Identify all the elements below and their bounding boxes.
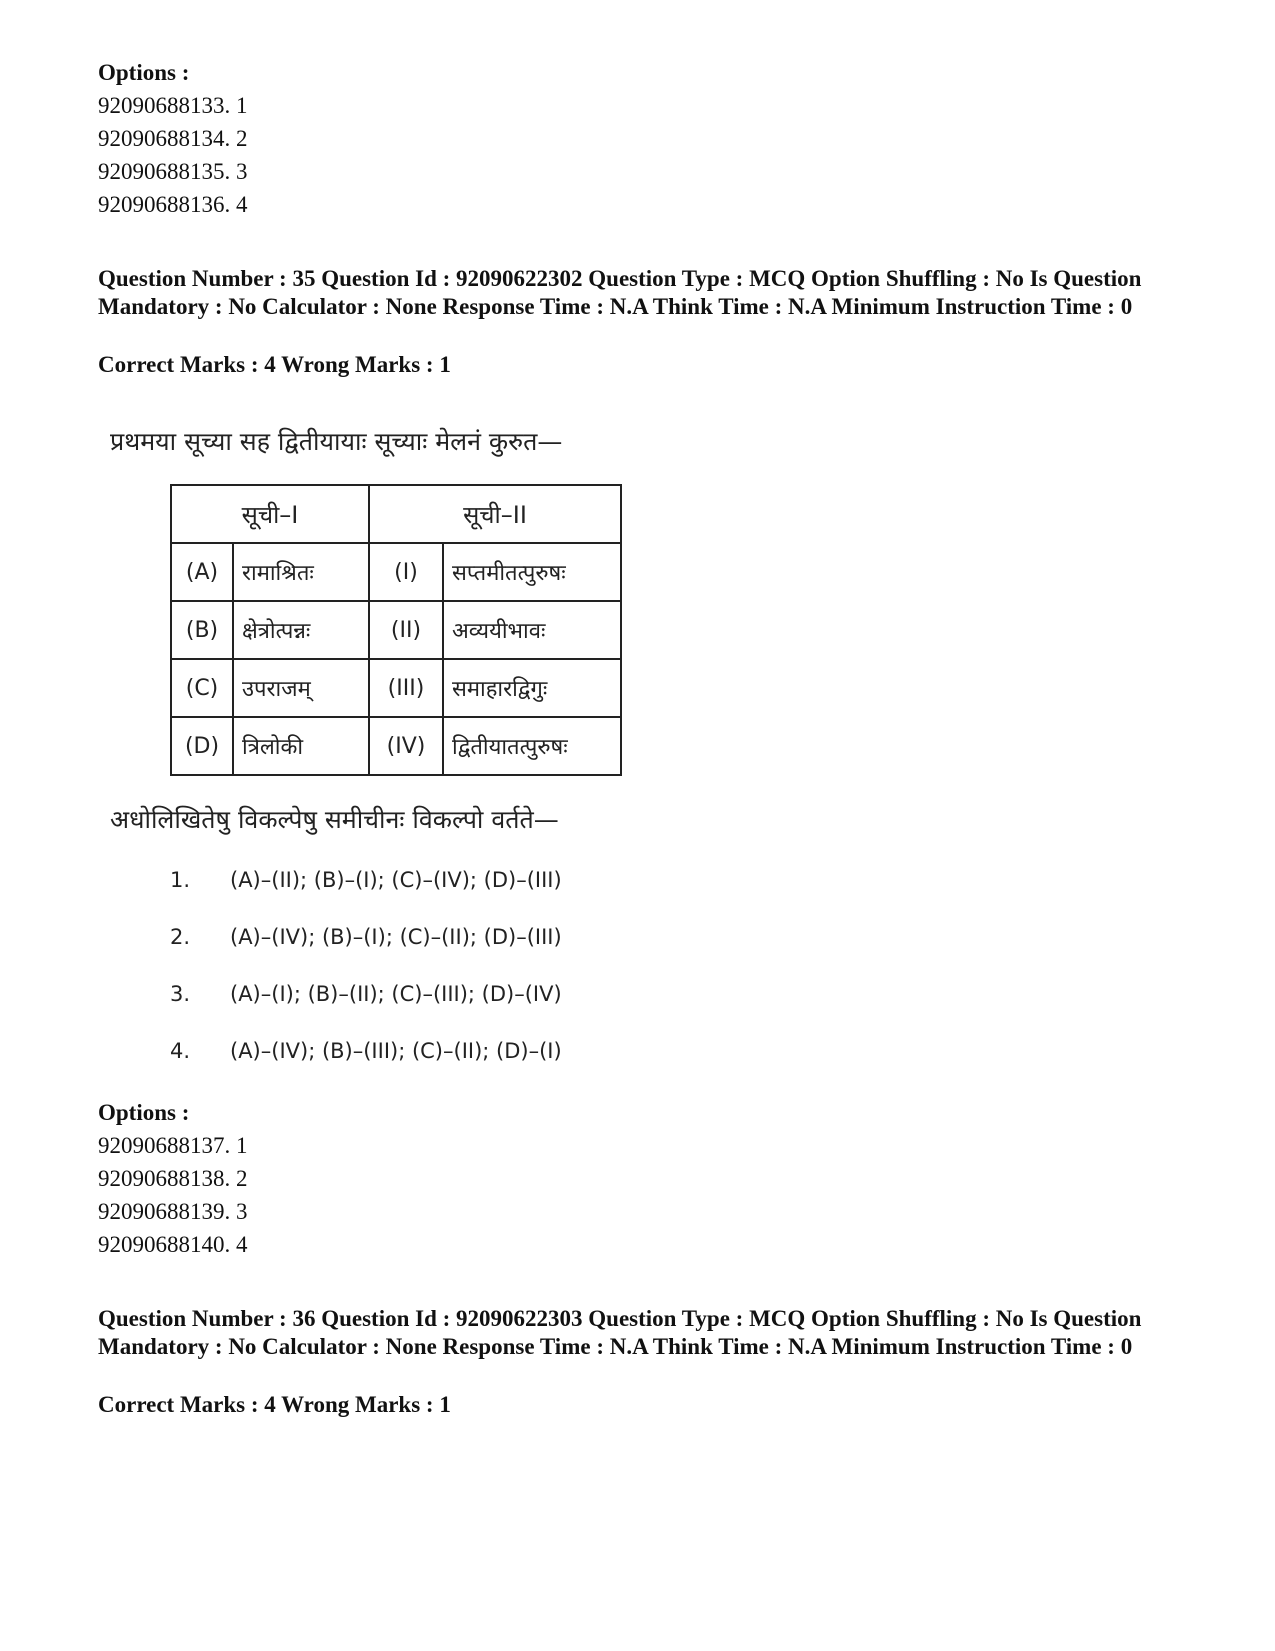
row-letter: (B) [171,601,233,659]
choice-number: 2. [170,925,191,949]
table-row [171,543,621,601]
row-term: उपराजम् [233,659,369,717]
row-compound: द्वितीयातत्पुरुषः [443,717,621,775]
choice-text: (A)–(I); (B)–(II); (C)–(III); (D)–(IV) [230,982,562,1006]
option-item: 92090688138. 2 [98,1166,248,1191]
choice-text: (A)–(II); (B)–(I); (C)–(IV); (D)–(III) [230,868,562,892]
row-letter: (C) [171,659,233,717]
row-term: रामाश्रितः [233,543,369,601]
answer-choice [170,868,562,892]
row-letter: (D) [171,717,233,775]
row-letter: (A) [171,543,233,601]
option-item: 92090688137. 1 [98,1133,248,1158]
answer-choice [170,982,562,1006]
option-item: 92090688134. 2 [98,126,248,151]
row-roman: (II) [369,601,443,659]
option-item: 92090688136. 4 [98,192,248,217]
answer-choice [170,925,562,949]
question-instruction: अधोलिखितेषु विकल्पेषु समीचीनः विकल्पो वर्तते— [110,805,559,834]
option-item: 92090688135. 3 [98,159,248,184]
answer-choice [170,1039,562,1063]
question-prompt: प्रथमया सूच्या सह द्वितीयायाः सूच्याः मेलनं कुरुत— [110,427,563,456]
row-compound: समाहारद्विगुः [443,659,621,717]
option-item: 92090688133. 1 [98,93,248,118]
choice-text: (A)–(IV); (B)–(III); (C)–(II); (D)–(I) [230,1039,562,1063]
question-marks: Correct Marks : 4 Wrong Marks : 1 [98,352,451,377]
row-compound: सप्तमीतत्पुरुषः [443,543,621,601]
options-title: Options : [98,1100,190,1125]
row-roman: (I) [369,543,443,601]
row-roman: (IV) [369,717,443,775]
option-item: 92090688140. 4 [98,1232,248,1257]
choice-number: 1. [170,868,191,892]
match-table [170,484,622,776]
row-compound: अव्ययीभावः [443,601,621,659]
table-header-row [171,485,621,543]
choice-number: 4. [170,1039,191,1063]
list1-heading: सूची–I [171,485,369,543]
row-term: क्षेत्रोत्पन्नः [233,601,369,659]
options-title: Options : [98,60,190,85]
row-roman: (III) [369,659,443,717]
choice-text: (A)–(IV); (B)–(I); (C)–(II); (D)–(III) [230,925,562,949]
question-header: Question Number : 35 Question Id : 92090622302 Question Type : MCQ Option Shuffling : No Is Question Mandatory : No Calculator : None Response Time : N.A Think Time : N.A Minimum Instruction Time : 0 [98,266,1142,319]
table-row [171,659,621,717]
list2-heading: सूची–II [369,485,621,543]
row-term: त्रिलोकी [233,717,369,775]
option-item: 92090688139. 3 [98,1199,248,1224]
choice-number: 3. [170,982,191,1006]
table-row [171,601,621,659]
question-header: Question Number : 36 Question Id : 92090622303 Question Type : MCQ Option Shuffling : No Is Question Mandatory : No Calculator : None Response Time : N.A Think Time : N.A Minimum Instruction Time : 0 [98,1306,1142,1359]
question-marks: Correct Marks : 4 Wrong Marks : 1 [98,1392,451,1417]
table-row [171,717,621,775]
